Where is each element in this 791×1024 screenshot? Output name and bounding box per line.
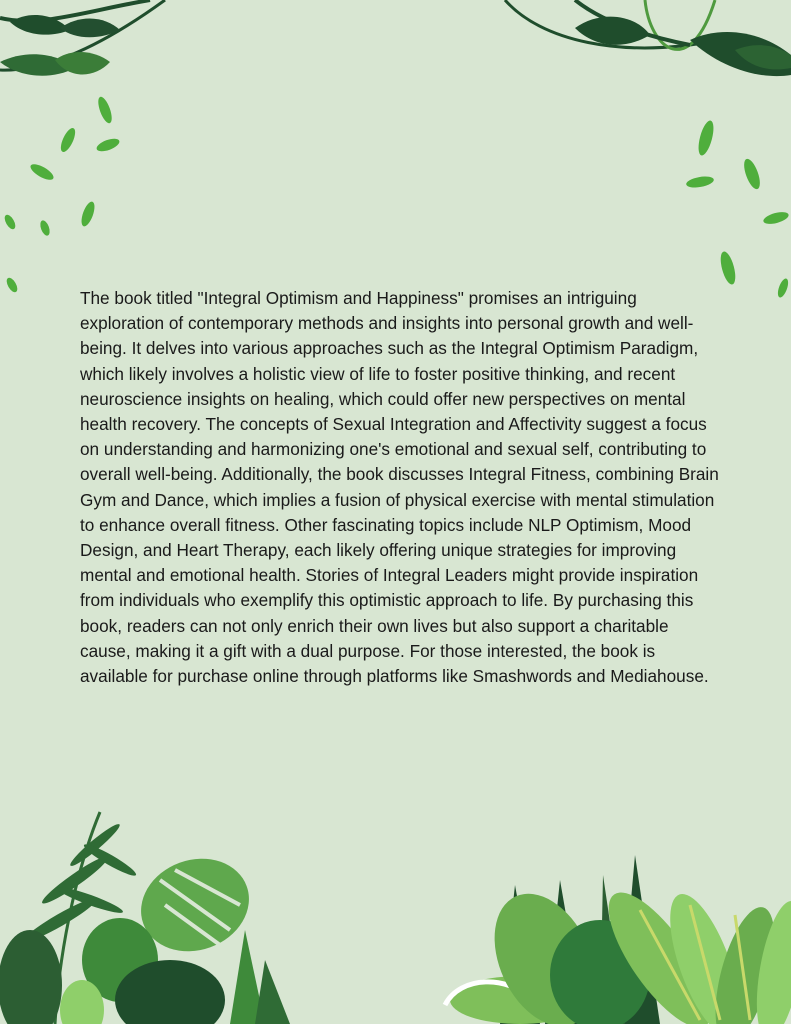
top-right-vine [505, 0, 791, 76]
top-left-vine [0, 0, 165, 76]
book-description-paragraph: The book titled "Integral Optimism and Happiness" promises an intriguing exploration of contemporary methods and insights into personal growth and well-being. It delves into various approaches such as the Integral Optimism Paradigm, which likely involves a holistic view of life to foster positive thinking, and recent neuroscience insights on healing, which could offer new perspectives on mental health recovery. The concepts of Sexual Integration and Affectivity suggest a focus on understanding and harmonizing one's emotional and sexual self, contributing to overall well-being. Additionally, the book discusses Integral Fitness, combining Brain Gym and Dance, which implies a fusion of physical exercise with mental stimulation to enhance overall fitness. Other fascinating topics include NLP Optimism, Mood Design, and Heart Therapy, each likely offering unique strategies for improving mental and emotional health. Stories of Integral Leaders might provide inspiration from individuals who exemplify this optimistic approach to life. By purchasing this book, readers can not only enrich their own lives but also support a charitable cause, making it a gift with a dual purpose. For those interested, the book is available for purchase online through platforms like Smashwords and Mediahouse. [80, 288, 719, 687]
scattered-leaves-right [685, 119, 790, 299]
bottom-right-foliage [445, 855, 791, 1024]
bottom-left-foliage [0, 812, 290, 1024]
scattered-leaves-left [3, 95, 121, 294]
